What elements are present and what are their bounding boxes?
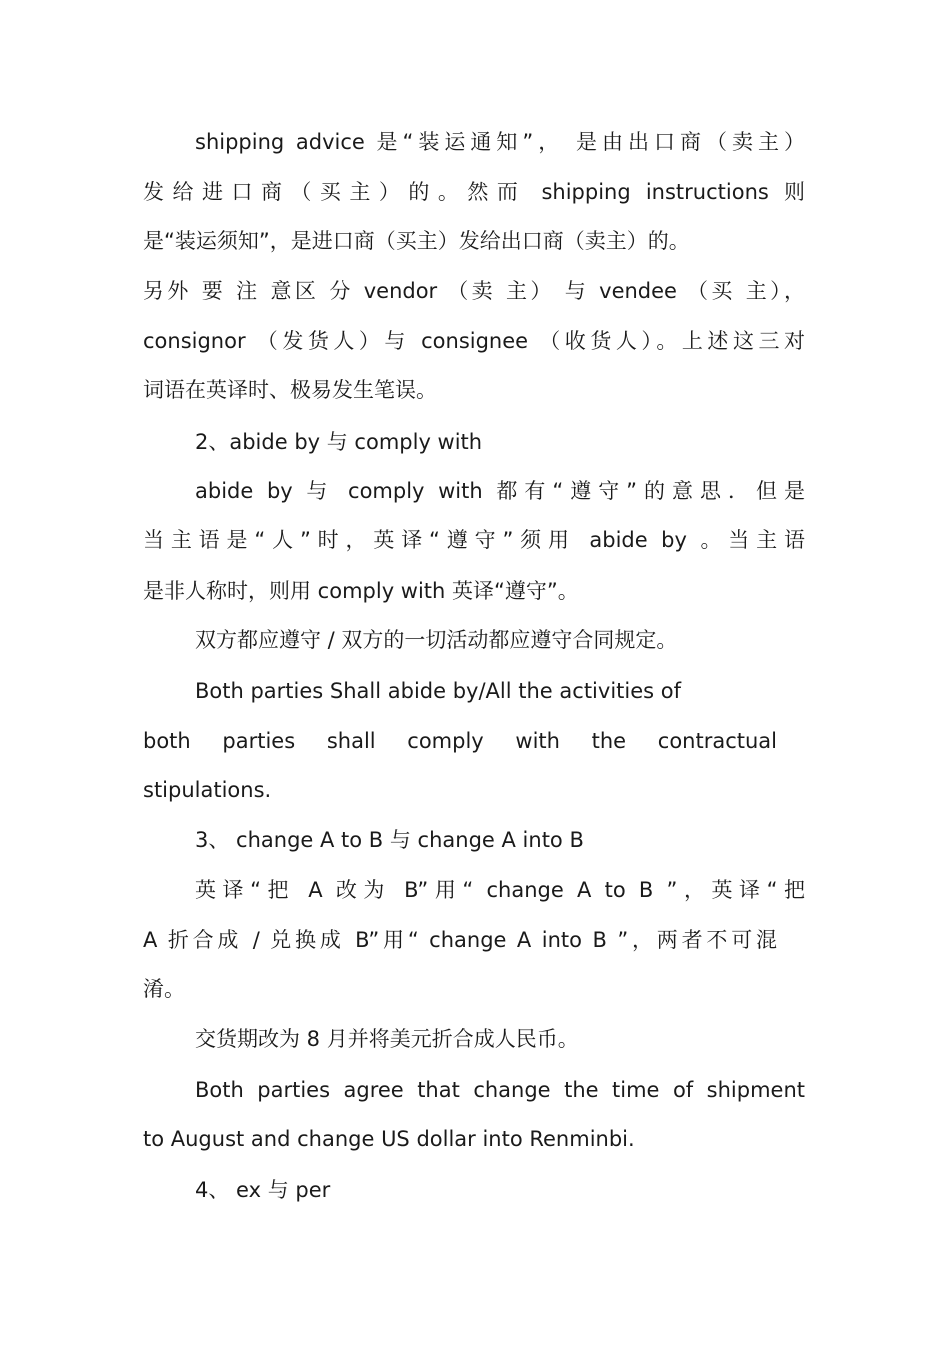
text-line: 英译“把 A 改为 B”用“ change A to B ”，英译“把 (195, 878, 805, 902)
text-line: abide by 与 comply with 都有“遵守”的意思．但是 (195, 479, 805, 503)
example-en: Both parties Shall abide by/All the activities of (195, 679, 681, 703)
text-line: shipping advice 是“装运通知”， 是由出口商（卖主） (195, 130, 805, 154)
text-line: 当主语是“人”时，英译“遵守”须用 abide by 。当主语 (143, 528, 805, 552)
text-line: 发给进口商（买主）的。然而 shipping instructions 则 (143, 180, 805, 204)
example-en: both parties shall comply with the contractual (143, 729, 777, 753)
text-line: 淆。 (143, 977, 185, 1001)
text-line: A 折合成 / 兑换成 B”用“ change A into B ”，两者不可混 (143, 928, 777, 952)
text-line: consignor （发货人）与 consignee （收货人）。上述这三对 (143, 329, 805, 353)
text-line: 词语在英译时、极易发生笔误。 (143, 378, 437, 402)
section-heading: 4、 ex 与 per (195, 1178, 331, 1202)
text-line: 另外 要 注 意区 分 vendor （卖 主） 与 vendee （买 主）， (143, 279, 805, 303)
example-en: Both parties agree that change the time of shipment (195, 1078, 805, 1102)
example-en: stipulations. (143, 778, 272, 802)
text-line: 是非人称时，则用 comply with 英译“遵守”。 (143, 579, 579, 603)
section-heading: 3、 change A to B 与 change A into B (195, 828, 584, 852)
example-zh: 双方都应遵守 / 双方的一切活动都应遵守合同规定。 (195, 628, 678, 652)
section-heading: 2、abide by 与 comply with (195, 430, 483, 454)
example-en: to August and change US dollar into Renminbi. (143, 1127, 635, 1151)
text-line: 是“装运须知”，是进口商（买主）发给出口商（卖主）的。 (143, 229, 690, 253)
example-zh: 交货期改为 8 月并将美元折合成人民币。 (195, 1027, 579, 1051)
